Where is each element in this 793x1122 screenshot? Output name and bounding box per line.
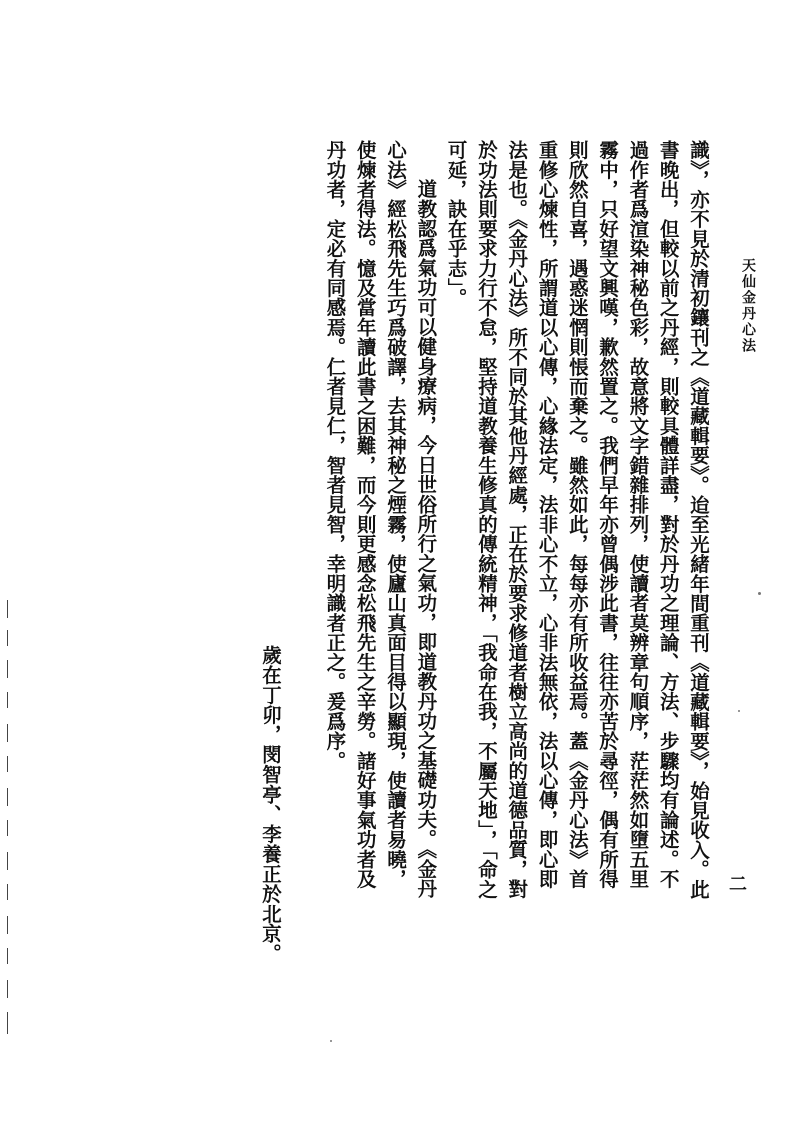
page-number: 二 (729, 874, 747, 895)
scan-speck (330, 1040, 332, 1042)
preface-body (319, 140, 713, 900)
paragraph-1: 識》，亦不見於清初鑲刊之《道藏輯要》。迨至光緒年間重刊《道藏輯要》，始見收入。此書晚出，但較以前之丹經，則較具體詳盡，對於丹功之理論、方法、步驟均有論述。不過作者爲渲染神秘色彩，故意將文字錯雜排列，使讀者莫辨章句順序，茫茫然如墮五里霧中，只好望文興嘆，歉然置之。我們早年亦曾偶涉此書，往往亦苦於尋徑，偶有所得則欣然自喜，遇惑迷惘則悵而棄之。雖然如此，每每亦有所收益焉。蓋《金丹心法》首重修心煉性，所謂道以心傳，心緣法定，法非心不立，心非法無依，法以心傳，即心即法是也。《金丹心法》所不同於其他丹經處，正在於要求修道者樹立高尚的道德品質，對於功法則要求力行不怠，堅持道教養生修真的傳統精神，「我命在我，不屬天地」，「命之可延，訣在乎志」。 (444, 140, 710, 899)
running-header: 天仙金丹心法 (740, 258, 756, 354)
scanner-edge-marks (7, 600, 11, 1040)
scan-speck (758, 592, 761, 595)
signature-line: 歲在丁卯，閔智亭、李養正於北京。 (259, 645, 282, 964)
paragraph-2: 道教認爲氣功可以健身療病，今日世俗所行之氣功，即道教丹功之基礎功夫。《金丹心法》經松飛先生巧爲破譯，去其神秘之煙霧，使廬山真面目得以顯現，使讀者易曉，使煉者得法。憶及當年讀此書之困難，而今則更感念松飛先生之辛勞。諸好事氣功者及丹功者，定必有同感焉。仁者見仁，智者見智，幸明識者正之。爰爲序。 (323, 140, 438, 898)
scan-speck (738, 710, 740, 712)
